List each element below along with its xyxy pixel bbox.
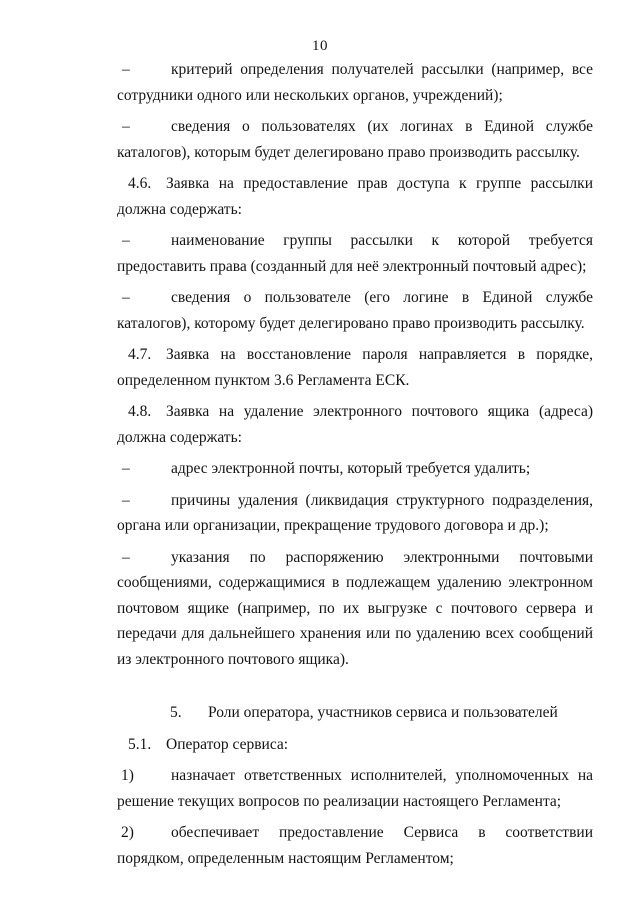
paragraph-text: Заявка на восстановление пароля направляется в порядке, определенном пунктом 3.6 Регламента ЕСК. <box>117 346 593 389</box>
paragraph-marker: 2) <box>121 824 134 841</box>
paragraph-text: адрес электронной почты, который требуется удалить; <box>171 460 531 477</box>
paragraph-marker: 4.8. <box>128 403 152 420</box>
list-item <box>117 285 593 336</box>
paragraph-text: указания по распоряжению электронными почтовыми сообщениями, содержащимися в подлежащем удалению электронном почтовом ящике (например, по их выгрузке с почтового сервера и передачи для дальнейшего хранения или по удалению всех сообщений из электронного почтового ящика). <box>117 548 593 668</box>
page-number: 10 <box>312 38 328 54</box>
list-item <box>117 545 593 673</box>
paragraph-text: критерий определения получателей рассылки (например, все сотрудники одного или нескольких органов, учреждений); <box>117 61 593 104</box>
paragraph-marker: 4.6. <box>128 175 152 192</box>
paragraph-marker: – <box>122 61 130 78</box>
paragraph-marker: – <box>122 289 130 306</box>
list-item <box>117 456 593 482</box>
section-number: 5. <box>170 704 182 721</box>
paragraph-text: Заявка на предоставление прав доступа к группе рассылки должна содержать: <box>117 175 593 218</box>
section-heading <box>117 700 593 726</box>
paragraph-text: сведения о пользователях (их логинах в Единой службе каталогов), которым будет делегировано право производить рассылку. <box>117 118 593 161</box>
paragraph-marker: – <box>122 548 130 566</box>
clause-paragraph <box>117 732 593 758</box>
numbered-item <box>117 763 593 814</box>
paragraph-text: наименование группы рассылки к которой требуется предоставить права (созданный для неё электронный почтовый адрес); <box>117 232 593 275</box>
paragraph-text: сведения о пользователе (его логине в Единой службе каталогов), которому будет делегировано право производить рассылку. <box>117 289 593 332</box>
paragraph-marker: – <box>122 491 130 509</box>
paragraph-text: назначает ответственных исполнителей, уполномоченных на решение текущих вопросов по реализации настоящего Регламента; <box>117 767 593 810</box>
paragraph-text: Заявка на удаление электронного почтового ящика (адреса) должна содержать: <box>117 403 593 446</box>
paragraph-marker: 1) <box>121 767 134 784</box>
list-item <box>117 57 593 108</box>
list-item <box>117 488 593 539</box>
paragraph-list-top <box>117 57 593 672</box>
paragraph-text: причины удаления (ликвидация структурного подразделения, органа или организации, прекращение трудового договора и др.); <box>117 491 593 534</box>
paragraph-marker: 5.1. <box>128 735 152 753</box>
numbered-item <box>117 820 593 871</box>
paragraph-marker: – <box>122 118 130 135</box>
paragraph-marker: 4.7. <box>128 346 152 363</box>
clause-paragraph <box>117 399 593 450</box>
paragraph-marker: – <box>122 460 130 477</box>
document-body <box>117 57 593 877</box>
paragraph-list-bottom <box>117 732 593 872</box>
paragraph-text: обеспечивает предоставление Сервиса в соответствии порядком, определенным настоящим Регламентом; <box>117 824 593 867</box>
section-title: Роли оператора, участников сервиса и пользователей <box>208 704 558 721</box>
list-item <box>117 228 593 279</box>
list-item <box>117 114 593 165</box>
paragraph-marker: – <box>122 232 130 249</box>
paragraph-text: Оператор сервиса: <box>166 735 289 753</box>
clause-paragraph <box>117 171 593 222</box>
clause-paragraph <box>117 342 593 393</box>
